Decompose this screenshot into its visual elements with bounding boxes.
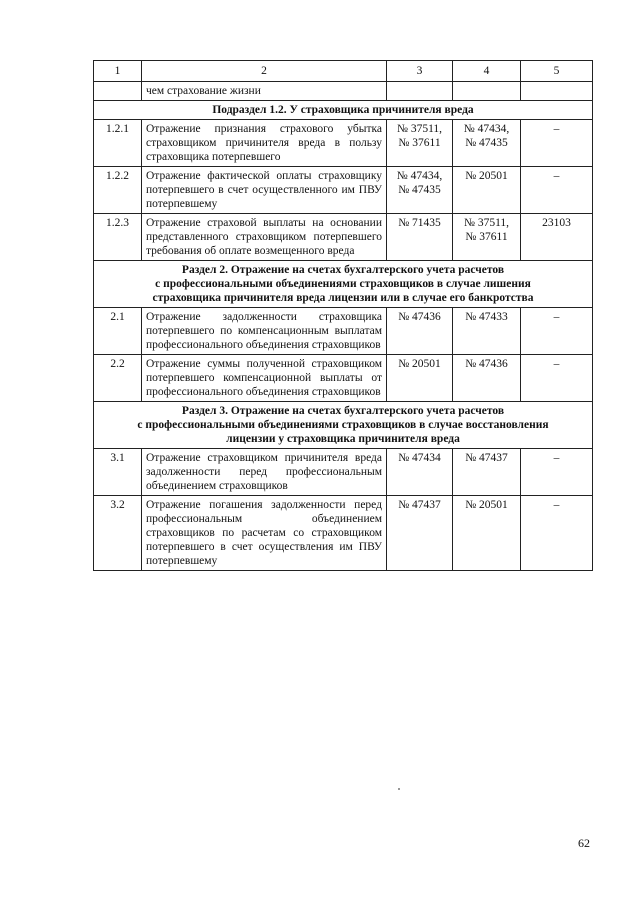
account-number: № 20501 bbox=[465, 499, 508, 511]
section-row bbox=[94, 261, 593, 308]
account-number: № 47434 bbox=[398, 452, 441, 464]
account-number: № 47435 bbox=[398, 184, 441, 196]
row-number: 3.1 bbox=[94, 449, 142, 496]
credit-account bbox=[453, 449, 521, 496]
account-number: № 47437 bbox=[398, 499, 441, 511]
debit-account bbox=[387, 496, 453, 571]
account-number: № 37611 bbox=[398, 137, 441, 149]
column-5-value: 23103 bbox=[521, 214, 593, 261]
debit-account bbox=[387, 214, 453, 261]
account-number: № 47436 bbox=[398, 311, 441, 323]
table-row bbox=[94, 449, 593, 496]
scan-dot bbox=[398, 788, 400, 790]
account-number: № 47433 bbox=[465, 311, 508, 323]
row-description: Отражение суммы полученной страховщиком потерпевшего компенсационной выплаты от профессионального объединения страховщиков bbox=[142, 355, 387, 402]
section-3-line: Раздел 3. Отражение на счетах бухгалтерского учета расчетов bbox=[181, 405, 505, 417]
section-3-line: с профессиональными объединениями страховщиков в случае восстановления bbox=[137, 419, 549, 431]
table-row bbox=[94, 308, 593, 355]
section-2-line: Раздел 2. Отражение на счетах бухгалтерского учета расчетов bbox=[181, 264, 505, 276]
rows-3 bbox=[94, 449, 593, 571]
section-row bbox=[94, 402, 593, 449]
column-5-value: – bbox=[521, 496, 593, 571]
header-row bbox=[94, 61, 593, 82]
table-row bbox=[94, 214, 593, 261]
column-5-value: – bbox=[521, 355, 593, 402]
account-number: № 47434, bbox=[463, 123, 510, 135]
debit-account bbox=[387, 120, 453, 167]
section-3-line: лицензии у страховщика причинителя вреда bbox=[226, 433, 460, 445]
row-description: Отражение страховщиком причинителя вреда задолженности перед профессиональным объединением страховщиков bbox=[142, 449, 387, 496]
account-number: № 71435 bbox=[398, 217, 441, 229]
header-cell: 4 bbox=[453, 61, 521, 82]
table-row bbox=[94, 355, 593, 402]
subsection-row bbox=[94, 101, 593, 120]
accounting-table bbox=[93, 60, 593, 571]
account-number: № 47435 bbox=[465, 137, 508, 149]
row-number: 2.1 bbox=[94, 308, 142, 355]
row-description: Отражение фактической оплаты страховщику потерпевшего в счет осуществленного им ПВУ потерпевшему bbox=[142, 167, 387, 214]
row-description: Отражение погашения задолженности перед профессиональным объединением страховщиков по расчетам со страховщиком потерпевшего в счет осуществления им ПВУ потерпевшему bbox=[142, 496, 387, 571]
table-row bbox=[94, 120, 593, 167]
subsection-title: Подраздел 1.2. У страховщика причинителя вреда bbox=[94, 101, 593, 120]
account-number: № 47437 bbox=[465, 452, 508, 464]
credit-account bbox=[453, 214, 521, 261]
row-description: Отражение задолженности страховщика потерпевшего по компенсационным выплатам профессионального объединения страховщиков bbox=[142, 308, 387, 355]
credit-account bbox=[453, 120, 521, 167]
debit-account bbox=[387, 167, 453, 214]
section-2-line: страховщика причинителя вреда лицензии или в случае его банкротства bbox=[152, 292, 534, 304]
column-5-value: – bbox=[521, 120, 593, 167]
rows-1-2 bbox=[94, 120, 593, 261]
row-number: 1.2.3 bbox=[94, 214, 142, 261]
account-number: № 20501 bbox=[398, 358, 441, 370]
column-5-value: – bbox=[521, 167, 593, 214]
account-number: № 37511, bbox=[463, 217, 510, 229]
table-row bbox=[94, 496, 593, 571]
column-5-value: – bbox=[521, 308, 593, 355]
section-2-line: с профессиональными объединениями страховщиков в случае лишения bbox=[155, 278, 531, 290]
credit-account bbox=[453, 496, 521, 571]
account-number: № 37611 bbox=[465, 231, 508, 243]
credit-account bbox=[453, 167, 521, 214]
page-number: 62 bbox=[578, 836, 590, 850]
header-cell: 5 bbox=[521, 61, 593, 82]
debit-account bbox=[387, 308, 453, 355]
row-description: Отражение страховой выплаты на основании представленного страховщиком потерпевшего требования об оплате возмещенного вреда bbox=[142, 214, 387, 261]
column-5-value: – bbox=[521, 449, 593, 496]
header-cell: 3 bbox=[387, 61, 453, 82]
continuation-row bbox=[94, 82, 593, 101]
header-cell: 2 bbox=[142, 61, 387, 82]
row-number: 3.2 bbox=[94, 496, 142, 571]
continuation-text: чем страхование жизни bbox=[142, 82, 387, 101]
rows-2 bbox=[94, 308, 593, 402]
account-number: № 47434, bbox=[396, 170, 443, 182]
account-number: № 47436 bbox=[465, 358, 508, 370]
debit-account bbox=[387, 355, 453, 402]
account-number: № 37511, bbox=[396, 123, 443, 135]
row-number: 2.2 bbox=[94, 355, 142, 402]
header-cell: 1 bbox=[94, 61, 142, 82]
debit-account bbox=[387, 449, 453, 496]
section-3-title bbox=[94, 402, 593, 449]
row-number: 1.2.1 bbox=[94, 120, 142, 167]
section-2-title bbox=[94, 261, 593, 308]
row-number: 1.2.2 bbox=[94, 167, 142, 214]
credit-account bbox=[453, 308, 521, 355]
table-row bbox=[94, 167, 593, 214]
row-description: Отражение признания страхового убытка страховщиком причинителя вреда в пользу страховщика потерпевшего bbox=[142, 120, 387, 167]
credit-account bbox=[453, 355, 521, 402]
account-number: № 20501 bbox=[465, 170, 508, 182]
